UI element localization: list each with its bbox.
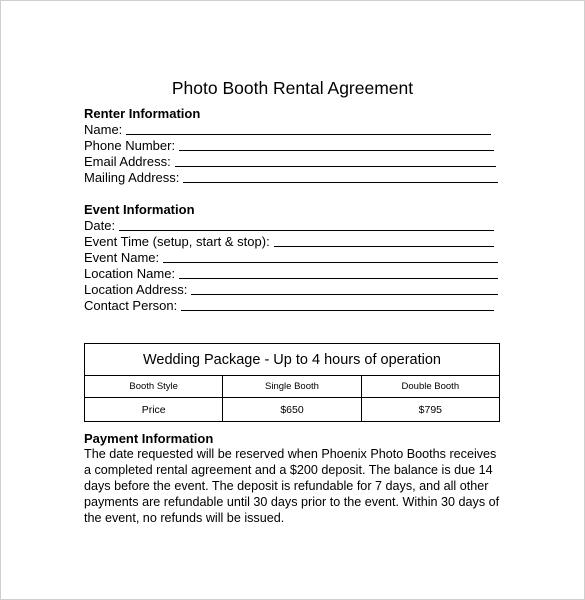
payment-terms-line: days before the event. The deposit is refundable for 7 days, and all other [84, 479, 489, 493]
payment-terms-paragraph [84, 446, 504, 526]
mailing-address-label: Mailing Address: [84, 170, 180, 185]
mailing-address-field[interactable] [84, 169, 498, 185]
phone-number-field[interactable] [84, 137, 494, 153]
payment-terms-line: the event, no refunds will be issued. [84, 511, 285, 525]
column-header-single-booth: Single Booth [223, 376, 361, 398]
column-header-double-booth: Double Booth [361, 376, 499, 398]
phone-number-line [179, 150, 494, 151]
package-title: Wedding Package - Up to 4 hours of operation [85, 344, 500, 376]
email-address-field[interactable] [84, 153, 496, 169]
location-name-label: Location Name: [84, 266, 176, 281]
event-name-line [163, 262, 498, 263]
double-booth-price-cell: $795 [361, 398, 499, 422]
date-line [119, 230, 494, 231]
contact-person-line [181, 310, 494, 311]
payment-information-heading: Payment Information [84, 431, 214, 446]
location-address-field[interactable] [84, 281, 498, 297]
page-title: Photo Booth Rental Agreement [171, 78, 414, 98]
contact-person-label: Contact Person: [84, 298, 178, 313]
name-field[interactable] [84, 121, 491, 137]
payment-terms-line: payments are refundable until 30 days prior to the event. Within 30 days of [84, 495, 500, 509]
wedding-package-table [84, 343, 500, 422]
table-row [85, 398, 500, 422]
location-address-label: Location Address: [84, 282, 188, 297]
payment-terms-line: The date requested will be reserved when Phoenix Photo Booths receives [84, 447, 497, 461]
event-time-label: Event Time (setup, start & stop): [84, 234, 270, 249]
email-address-line [175, 166, 496, 167]
date-field[interactable] [84, 217, 494, 233]
payment-terms-line: a completed rental agreement and a $200 deposit. The balance is due 14 [84, 463, 493, 477]
name-label: Name: [84, 122, 123, 137]
location-name-line [179, 278, 498, 279]
single-booth-price-cell: $650 [223, 398, 361, 422]
name-line [126, 134, 491, 135]
renter-information-heading: Renter Information [84, 106, 201, 121]
email-address-label: Email Address: [84, 154, 171, 169]
event-time-field[interactable] [84, 233, 494, 249]
column-header-booth-style: Booth Style [85, 376, 223, 398]
event-name-field[interactable] [84, 249, 498, 265]
mailing-address-line [183, 182, 498, 183]
event-time-line [274, 246, 494, 247]
location-address-line [191, 294, 498, 295]
price-label-cell: Price [85, 398, 223, 422]
event-information-heading: Event Information [84, 202, 195, 217]
event-name-label: Event Name: [84, 250, 160, 265]
phone-number-label: Phone Number: [84, 138, 176, 153]
contact-person-field[interactable] [84, 297, 494, 313]
location-name-field[interactable] [84, 265, 498, 281]
date-label: Date: [84, 218, 116, 233]
